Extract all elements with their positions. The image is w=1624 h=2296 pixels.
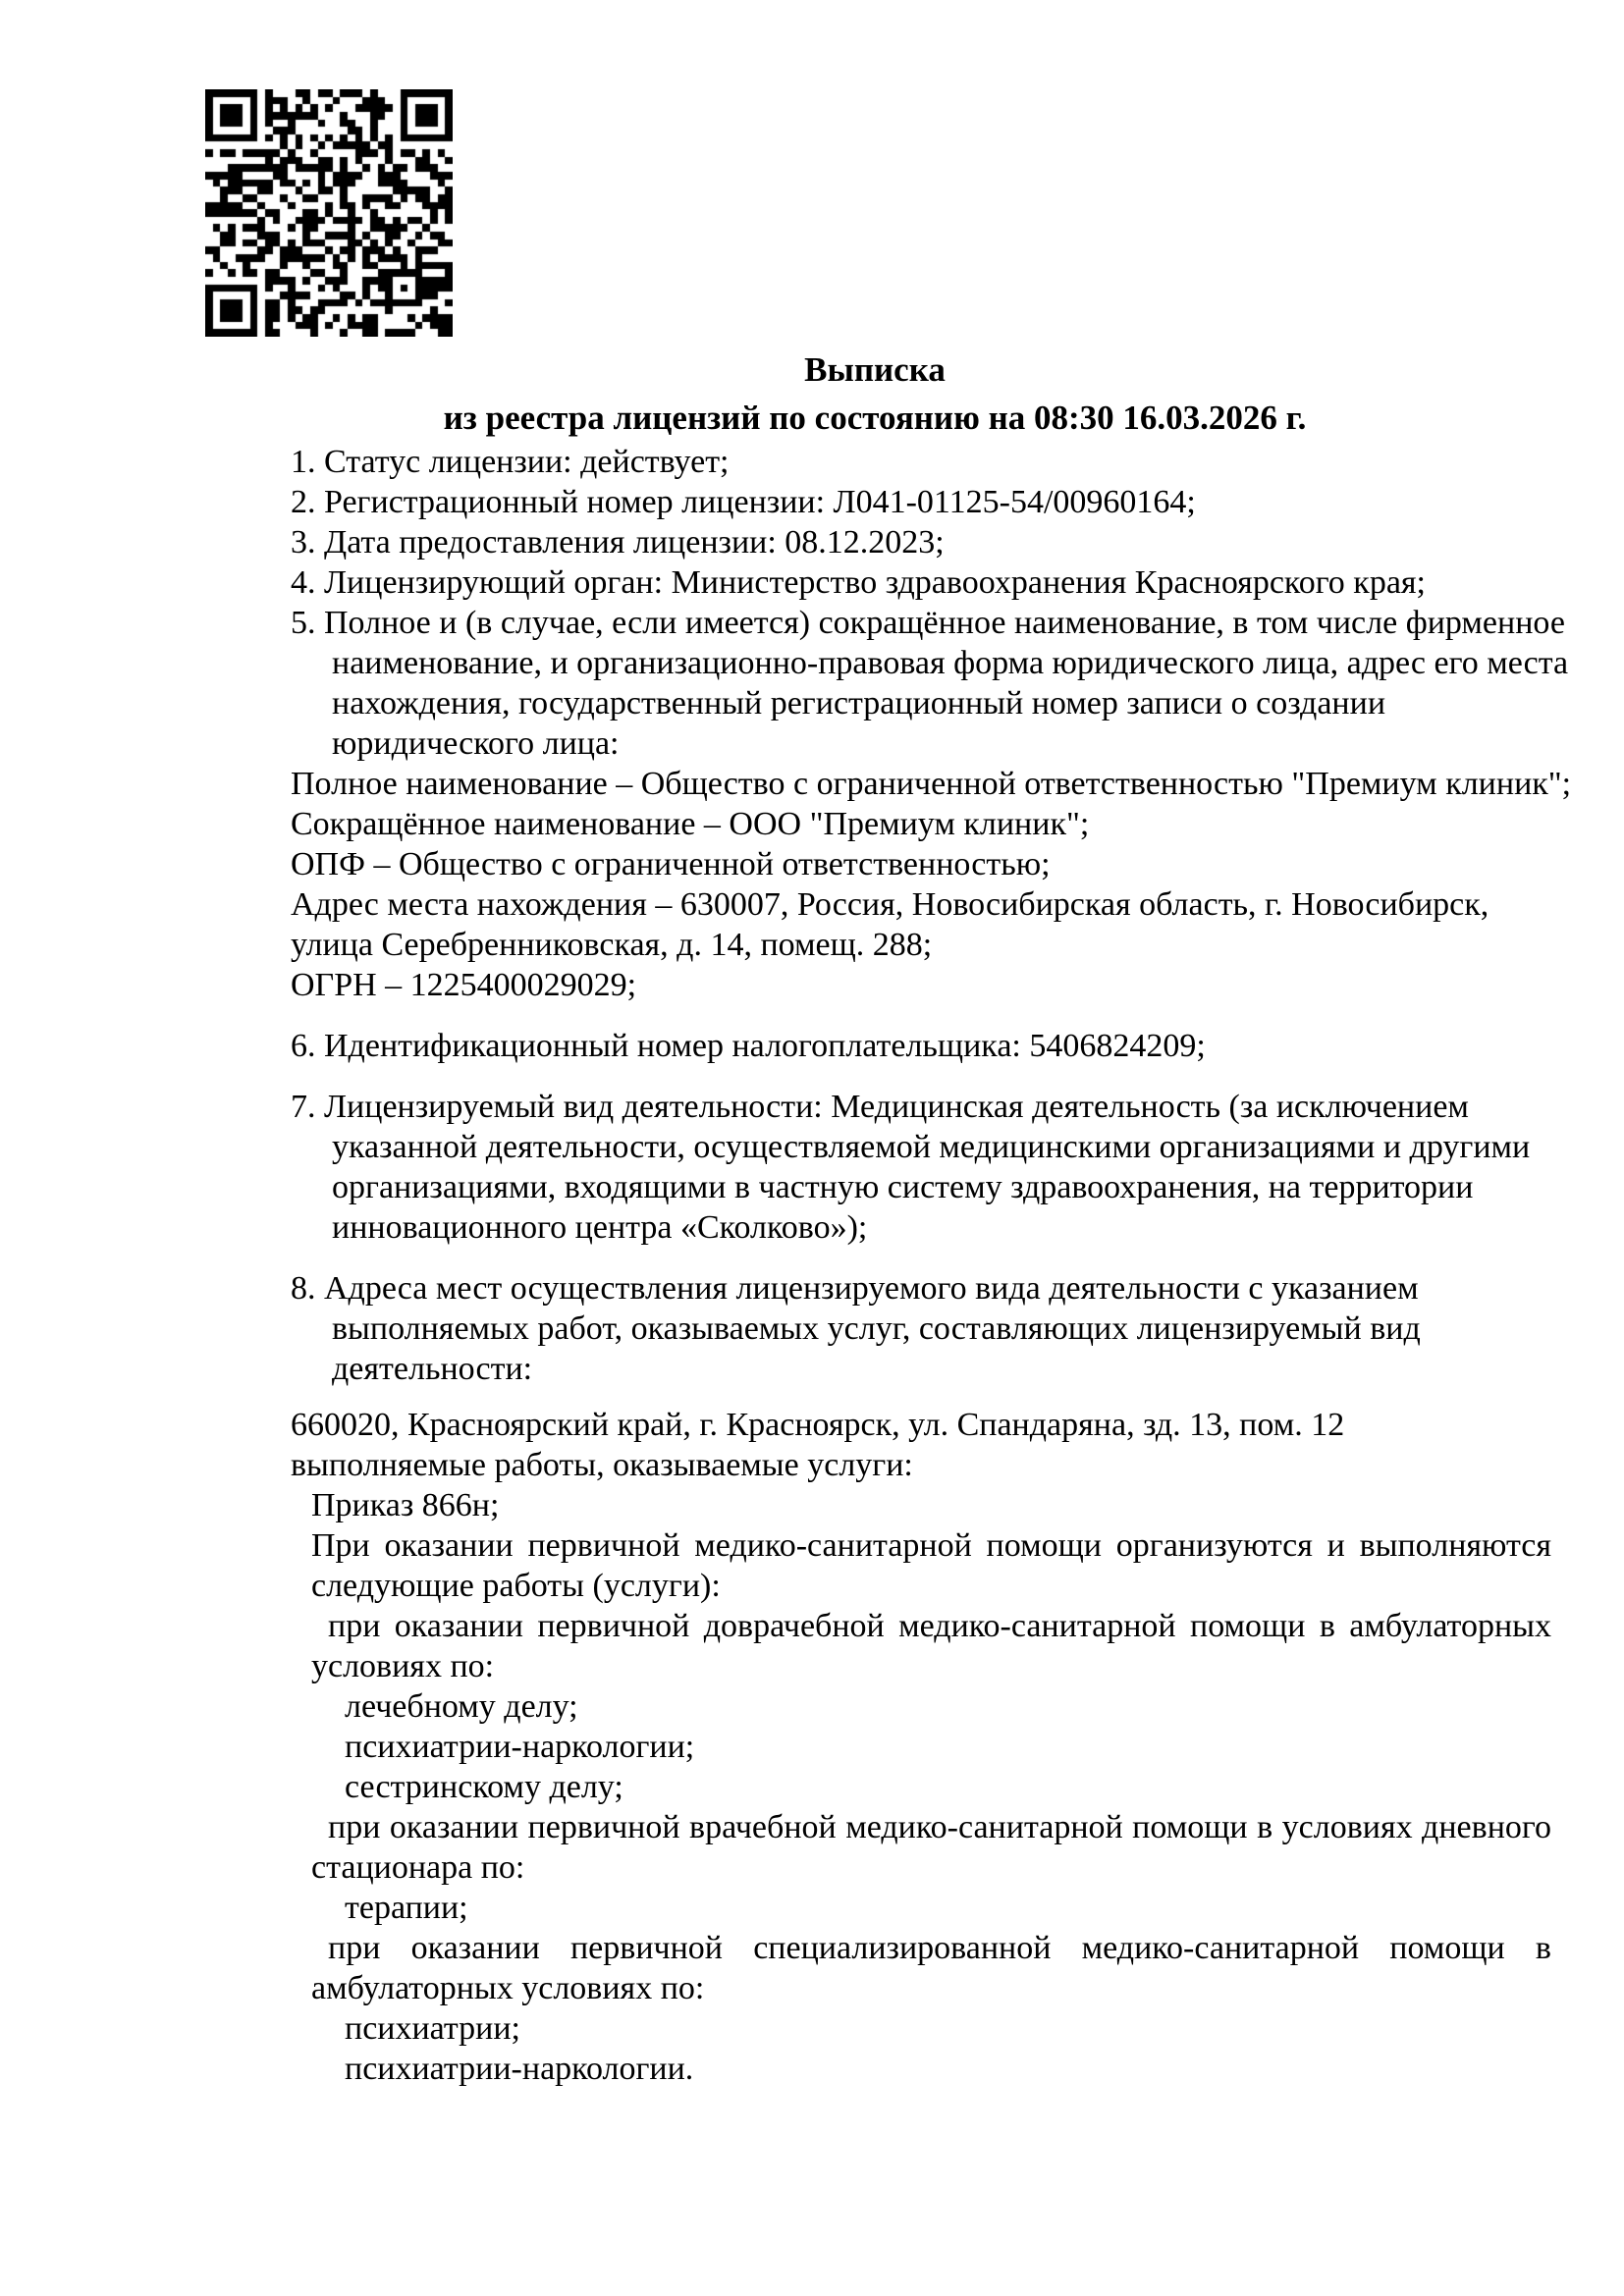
document-line: указанной деятельности, осуществляемой медицинскими организациями и другими — [332, 1129, 1531, 1165]
document-body — [291, 442, 1572, 2089]
document-line: Адрес места нахождения – 630007, Россия, Новосибирская область, г. Новосибирск, — [291, 886, 1489, 923]
document-line: следующие работы (услуги): — [311, 1568, 721, 1604]
document-line: 6. Идентификационный номер налогоплательщика: 5406824209; — [291, 1028, 1206, 1064]
document-line: Сокращённое наименование – ООО "Премиум клиник"; — [291, 806, 1090, 842]
document-line: выполняемые работы, оказываемые услуги: — [291, 1447, 913, 1483]
document-line: при оказании первичной специализированной медико-санитарной помощи в — [328, 1930, 1551, 1966]
document-line: лечебному делу; — [345, 1688, 578, 1725]
document-line: организациями, входящими в частную систему здравоохранения, на территории — [332, 1169, 1474, 1205]
document-line: Полное наименование – Общество с ограниченной ответственностью "Премиум клиник"; — [291, 766, 1572, 802]
document-line: нахождения, государственный регистрационный номер записи о создании — [332, 685, 1386, 721]
document-line: При оказании первичной медико-санитарной помощи организуются и выполняются — [311, 1527, 1551, 1564]
document-line: 1. Статус лицензии: действует; — [291, 444, 730, 480]
document-line: 3. Дата предоставления лицензии: 08.12.2023; — [291, 524, 945, 561]
document-line: амбулаторных условиях по: — [311, 1970, 705, 2006]
document-line: улица Серебренниковская, д. 14, помещ. 288; — [291, 927, 933, 963]
document-line: юридического лица: — [332, 725, 620, 762]
document-line: Приказ 866н; — [311, 1487, 500, 1523]
document-line: условиях по: — [311, 1648, 495, 1684]
qr-code — [205, 89, 453, 337]
document-text — [291, 346, 1572, 2089]
title-block — [291, 346, 1459, 442]
document-line: 7. Лицензируемый вид деятельности: Медицинская деятельность (за исключением — [291, 1089, 1469, 1125]
document-line: при оказании первичной доврачебной медико-санитарной помощи в амбулаторных — [328, 1608, 1551, 1644]
document-line: сестринскому делу; — [345, 1769, 623, 1805]
document-subtitle: из реестра лицензий по состоянию на 08:30 16.03.2026 г. — [443, 399, 1307, 437]
document-line: психиатрии-наркологии; — [345, 1729, 695, 1765]
document-line: стационара по: — [311, 1849, 525, 1886]
document-line: выполняемых работ, оказываемых услуг, составляющих лицензируемый вид — [332, 1310, 1421, 1347]
document-line: ОПФ – Общество с ограниченной ответственностью; — [291, 846, 1051, 882]
document-line: при оказании первичной врачебной медико-санитарной помощи в условиях дневного — [328, 1809, 1551, 1845]
document-line: 2. Регистрационный номер лицензии: Л041-01125-54/00960164; — [291, 484, 1196, 520]
document-line: 5. Полное и (в случае, если имеется) сокращённое наименование, в том числе фирменное — [291, 605, 1565, 641]
document-line: 8. Адреса мест осуществления лицензируемого вида деятельности с указанием — [291, 1270, 1419, 1307]
document-line: психиатрии-наркологии. — [345, 2051, 694, 2087]
document-line: 660020, Красноярский край, г. Красноярск, ул. Спандаряна, зд. 13, пом. 12 — [291, 1407, 1345, 1443]
document-line: инновационного центра «Сколково»); — [332, 1209, 868, 1246]
document-title: Выписка — [804, 350, 946, 389]
document-line: наименование, и организационно-правовая форма юридического лица, адрес его места — [332, 645, 1569, 681]
document-line: деятельности: — [332, 1351, 533, 1387]
document-line: 4. Лицензирующий орган: Министерство здравоохранения Красноярского края; — [291, 564, 1426, 601]
document-line: терапии; — [345, 1890, 468, 1926]
document-line: психиатрии; — [345, 2010, 520, 2047]
document-line: ОГРН – 1225400029029; — [291, 967, 637, 1003]
